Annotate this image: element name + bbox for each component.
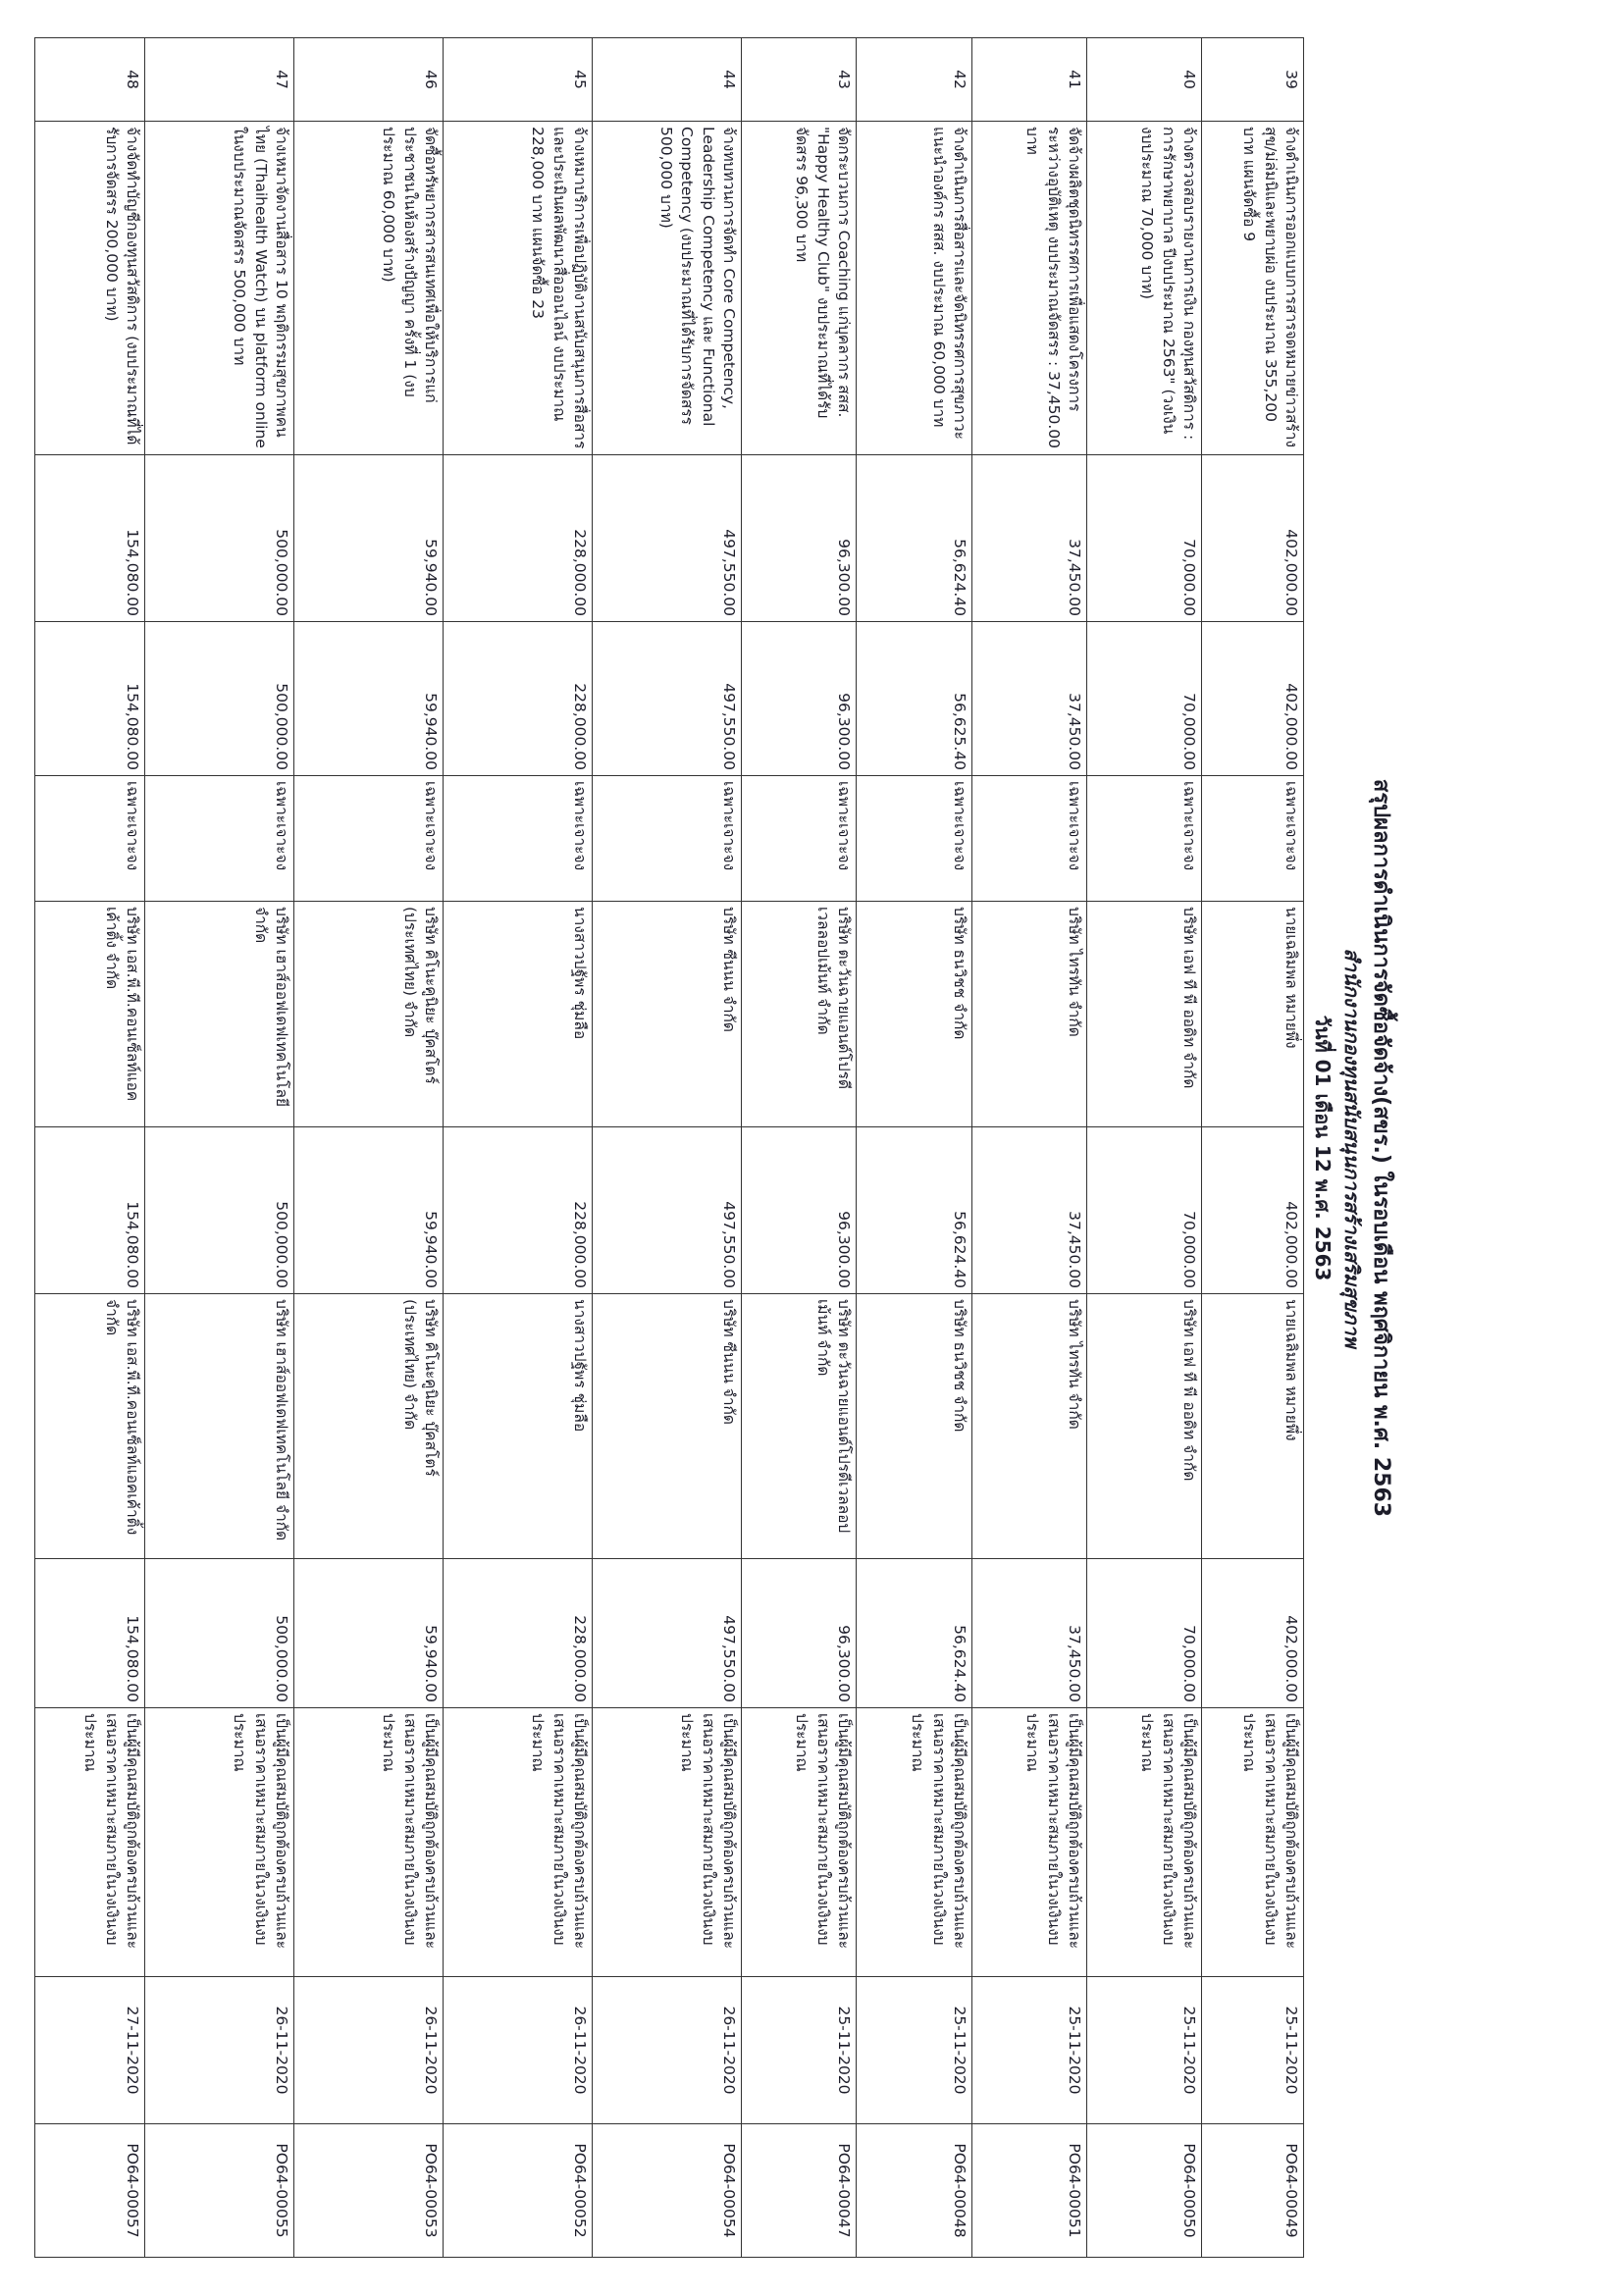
table-row	[1202, 38, 1304, 2258]
bid-amount: 497,550.00	[593, 1127, 742, 1294]
winner-name: บริษัท คิโนะคูนิยะ บุ๊คสโตร์ (ประเทศไทย) จำกัด	[294, 1294, 444, 1559]
selection-reason: เป็นผู้มีคุณสมบัติถูกต้องครบถ้วนและเสนอราคาเหมาะสมภายในวงเงินงบประมาณ	[1087, 1708, 1202, 1977]
procurement-method: เฉพาะเจาะจง	[294, 776, 444, 902]
median-price: 56,625.40	[857, 622, 972, 776]
budget-amount: 154,080.00	[35, 455, 145, 622]
procurement-method: เฉพาะเจาะจง	[145, 776, 294, 902]
median-price: 497,550.00	[593, 622, 742, 776]
winner-name: บริษัท ธนวิชช จำกัด	[857, 1294, 972, 1559]
po-number: PO64-00048	[857, 2124, 972, 2258]
table-body	[35, 38, 1304, 2258]
row-number: 44	[593, 38, 742, 122]
winner-name: บริษัท ซีนนน จำกัด	[593, 1294, 742, 1559]
winner-name: บริษัท เอฟ ที พี ออดิท จำกัด	[1087, 1294, 1202, 1559]
bidder-name: นางสาวปฐัพร ชุ่มลือ	[444, 902, 593, 1127]
bidder-name: บริษัท เอฟ ที พี ออดิท จำกัด	[1087, 902, 1202, 1127]
winner-name: บริษัท ไทรทัน จำกัด	[972, 1294, 1087, 1559]
table-row	[35, 38, 145, 2258]
winner-name: บริษัท เฮาส์ออฟเดฟเทคโนโลยี จำกัด	[145, 1294, 294, 1559]
po-number: PO64-00049	[1202, 2124, 1304, 2258]
row-number: 40	[1087, 38, 1202, 122]
selection-reason: เป็นผู้มีคุณสมบัติถูกต้องครบถ้วนและเสนอราคาเหมาะสมภายในวงเงินงบประมาณ	[1202, 1708, 1304, 1977]
bid-amount: 56,624.40	[857, 1127, 972, 1294]
bidder-name: บริษัท ไทรทัน จำกัด	[972, 902, 1087, 1127]
table-row	[294, 38, 444, 2258]
winning-amount: 154,080.00	[35, 1559, 145, 1708]
procurement-item: จัดกระบวนการ Coaching แก่บุคลากร สสส. "Happy Healthy Club" งบประมาณที่ได้รับจัดสรร 96,300 บาท	[742, 122, 857, 455]
bid-amount: 37,450.00	[972, 1127, 1087, 1294]
bidder-name: นายเฉลิมพล หมายพึ่ง	[1202, 902, 1304, 1127]
procurement-method: เฉพาะเจาะจง	[1202, 776, 1304, 902]
procurement-item: จ้างทบทวนการจัดทำ Core Competency, Leadership Competency และ Functional Competency (งบประมาณที่ได้รับการจัดสรร 500,000 บาท)	[593, 122, 742, 455]
median-price: 96,300.00	[742, 622, 857, 776]
bidder-name: บริษัท ซีนนน จำกัด	[593, 902, 742, 1127]
median-price: 402,000.00	[1202, 622, 1304, 776]
row-number: 47	[145, 38, 294, 122]
budget-amount: 56,624.40	[857, 455, 972, 622]
contract-date: 26-11-2020	[593, 1977, 742, 2124]
procurement-method: เฉพาะเจาะจง	[742, 776, 857, 902]
procurement-item: จ้างดำเนินการออกแบบการสารจดหมายข่าวสร้างสุข/ม่ล่มนิและพยาบผ่อ งบประมาณ 355,200 บาท แผนจัดซื้อ 9	[1202, 122, 1304, 455]
row-number: 45	[444, 38, 593, 122]
winning-amount: 500,000.00	[145, 1559, 294, 1708]
budget-amount: 96,300.00	[742, 455, 857, 622]
contract-date: 25-11-2020	[972, 1977, 1087, 2124]
budget-amount: 497,550.00	[593, 455, 742, 622]
report-date: วันที่ 01 เดือน 12 พ.ศ. 2563	[1311, 1015, 1335, 1281]
table-row	[593, 38, 742, 2258]
procurement-item: จ้างเหมาบริการเพื่อปฏิบัติงานสนับสนุนการสื่อสารและประเมินผลพัฒนาสื่อออนไลน์ งบประมาณ 228,000 บาท แผนจัดซื้อ 23	[444, 122, 593, 455]
selection-reason: เป็นผู้มีคุณสมบัติถูกต้องครบถ้วนและเสนอราคาเหมาะสมภายในวงเงินงบประมาณ	[294, 1708, 444, 1977]
procurement-method: เฉพาะเจาะจง	[593, 776, 742, 902]
procurement-item: จ้างดำเนินการสื่อสารและจัดนิทรรศการสุขภาวะ แนะนำองค์กร สสส. งบประมาณ 60,000 บาท	[857, 122, 972, 455]
bidder-name: บริษัท เอส.พี.ที.คอนเซ็ลท์แอคเค้าติ้ง จำกัด	[35, 902, 145, 1127]
bid-amount: 59,940.00	[294, 1127, 444, 1294]
budget-amount: 402,000.00	[1202, 455, 1304, 622]
winning-amount: 497,550.00	[593, 1559, 742, 1708]
median-price: 228,000.00	[444, 622, 593, 776]
procurement-method: เฉพาะเจาะจง	[972, 776, 1087, 902]
contract-date: 26-11-2020	[444, 1977, 593, 2124]
bid-amount: 70,000.00	[1087, 1127, 1202, 1294]
table-row	[145, 38, 294, 2258]
po-number: PO64-00054	[593, 2124, 742, 2258]
bidder-name: บริษัท ตะวันฉายแอนด์โปรดีเวลลอปเม้นท์ จำกัด	[742, 902, 857, 1127]
row-number: 42	[857, 38, 972, 122]
procurement-method: เฉพาะเจาะจง	[35, 776, 145, 902]
po-number: PO64-00055	[145, 2124, 294, 2258]
bid-amount: 96,300.00	[742, 1127, 857, 1294]
winning-amount: 59,940.00	[294, 1559, 444, 1708]
median-price: 59,940.00	[294, 622, 444, 776]
bid-amount: 228,000.00	[444, 1127, 593, 1294]
selection-reason: เป็นผู้มีคุณสมบัติถูกต้องครบถ้วนและเสนอราคาเหมาะสมภายในวงเงินงบประมาณ	[742, 1708, 857, 1977]
budget-amount: 228,000.00	[444, 455, 593, 622]
bidder-name: บริษัท เฮาส์ออฟเดฟเทคโนโลยี จำกัด	[145, 902, 294, 1127]
budget-amount: 70,000.00	[1087, 455, 1202, 622]
table-row	[1087, 38, 1202, 2258]
row-number: 48	[35, 38, 145, 122]
row-number: 43	[742, 38, 857, 122]
budget-amount: 37,450.00	[972, 455, 1087, 622]
procurement-item: จ้างตรวจสอบรายงานการเงิน กองทุนสวัสดิการ : การรักษาพยาบาล ปีงบประมาณ 2563" (วงเงินงบประมาณ 70,000 บาท)	[1087, 122, 1202, 455]
report-title: สรุปผลการดำเนินการจัดซื้อจัดจ้าง(สขร.) ในรอบเดือน พฤศจิกายน พ.ศ. 2563	[1369, 778, 1393, 1518]
selection-reason: เป็นผู้มีคุณสมบัติถูกต้องครบถ้วนและเสนอราคาเหมาะสมภายในวงเงินงบประมาณ	[444, 1708, 593, 1977]
winning-amount: 228,000.00	[444, 1559, 593, 1708]
winner-name: บริษัท ตะวันฉายแอนด์โปรดีเวลลอปเม้นท์ จำกัด	[742, 1294, 857, 1559]
winning-amount: 56,624.40	[857, 1559, 972, 1708]
winner-name: นางสาวปฐัพร ชุ่มลือ	[444, 1294, 593, 1559]
po-number: PO64-00053	[294, 2124, 444, 2258]
procurement-method: เฉพาะเจาะจง	[1087, 776, 1202, 902]
contract-date: 26-11-2020	[145, 1977, 294, 2124]
contract-date: 26-11-2020	[294, 1977, 444, 2124]
winning-amount: 96,300.00	[742, 1559, 857, 1708]
table-row	[972, 38, 1087, 2258]
winning-amount: 70,000.00	[1087, 1559, 1202, 1708]
contract-date: 25-11-2020	[1087, 1977, 1202, 2124]
row-number: 41	[972, 38, 1087, 122]
procurement-method: เฉพาะเจาะจง	[857, 776, 972, 902]
row-number: 46	[294, 38, 444, 122]
bidder-name: บริษัท ธนวิชช จำกัด	[857, 902, 972, 1127]
table-row	[742, 38, 857, 2258]
winning-amount: 37,450.00	[972, 1559, 1087, 1708]
procurement-method: เฉพาะเจาะจง	[444, 776, 593, 902]
median-price: 37,450.00	[972, 622, 1087, 776]
procurement-item: จ้างจัดทำบัญชีกองทุนสวัสดิการ (งบประมาณที่ได้รับการจัดสรร 200,000 บาท)	[35, 122, 145, 455]
median-price: 70,000.00	[1087, 622, 1202, 776]
procurement-item: จ้างเหมาจัดงานสื่อสาร 10 พฤติกรรมสุขภาพคนไทย (Thaihealth Watch) บน platform online ในงบประมาณจัดสรร 500,000 บาท	[145, 122, 294, 455]
po-number: PO64-00051	[972, 2124, 1087, 2258]
organization-name: สำนักงานกองทุนสนับสนุนการสร้างเสริมสุขภาพ	[1340, 948, 1364, 1348]
winner-name: นายเฉลิมพล หมายพึ่ง	[1202, 1294, 1304, 1559]
bid-amount: 500,000.00	[145, 1127, 294, 1294]
po-number: PO64-00052	[444, 2124, 593, 2258]
median-price: 154,080.00	[35, 622, 145, 776]
bidder-name: บริษัท คิโนะคูนิยะ บุ๊คสโตร์ (ประเทศไทย) จำกัด	[294, 902, 444, 1127]
winner-name: บริษัท เอส.พี.ที.คอนเซ็ลท์แอคเค้าติ้ง จำกัด	[35, 1294, 145, 1559]
budget-amount: 500,000.00	[145, 455, 294, 622]
po-number: PO64-00050	[1087, 2124, 1202, 2258]
procurement-item: จัดจ้างผลิตชุดนิทรรศการเพื่อแสดงโครงการระหว่างอุบัติเหตุ งบประมาณจัดสรร : 37,450.00 บาท	[972, 122, 1087, 455]
table-row	[857, 38, 972, 2258]
contract-date: 25-11-2020	[857, 1977, 972, 2124]
table-row	[444, 38, 593, 2258]
budget-amount: 59,940.00	[294, 455, 444, 622]
procurement-item: จัดซื้อทรัพยากรสารสนเทศเพื่อให้บริการแก่ประชาชนในห้องสร้างปัญญา ครั้งที่ 1 (งบประมาณ 60,000 บาท)	[294, 122, 444, 455]
median-price: 500,000.00	[145, 622, 294, 776]
bid-amount: 154,080.00	[35, 1127, 145, 1294]
po-number: PO64-00057	[35, 2124, 145, 2258]
procurement-table	[34, 37, 1304, 2258]
contract-date: 25-11-2020	[742, 1977, 857, 2124]
selection-reason: เป็นผู้มีคุณสมบัติถูกต้องครบถ้วนและเสนอราคาเหมาะสมภายในวงเงินงบประมาณ	[593, 1708, 742, 1977]
po-number: PO64-00047	[742, 2124, 857, 2258]
selection-reason: เป็นผู้มีคุณสมบัติถูกต้องครบถ้วนและเสนอราคาเหมาะสมภายในวงเงินงบประมาณ	[35, 1708, 145, 1977]
contract-date: 25-11-2020	[1202, 1977, 1304, 2124]
selection-reason: เป็นผู้มีคุณสมบัติถูกต้องครบถ้วนและเสนอราคาเหมาะสมภายในวงเงินงบประมาณ	[145, 1708, 294, 1977]
row-number: 39	[1202, 38, 1304, 122]
selection-reason: เป็นผู้มีคุณสมบัติถูกต้องครบถ้วนและเสนอราคาเหมาะสมภายในวงเงินงบประมาณ	[972, 1708, 1087, 1977]
bid-amount: 402,000.00	[1202, 1127, 1304, 1294]
contract-date: 27-11-2020	[35, 1977, 145, 2124]
selection-reason: เป็นผู้มีคุณสมบัติถูกต้องครบถ้วนและเสนอราคาเหมาะสมภายในวงเงินงบประมาณ	[857, 1708, 972, 1977]
winning-amount: 402,000.00	[1202, 1559, 1304, 1708]
